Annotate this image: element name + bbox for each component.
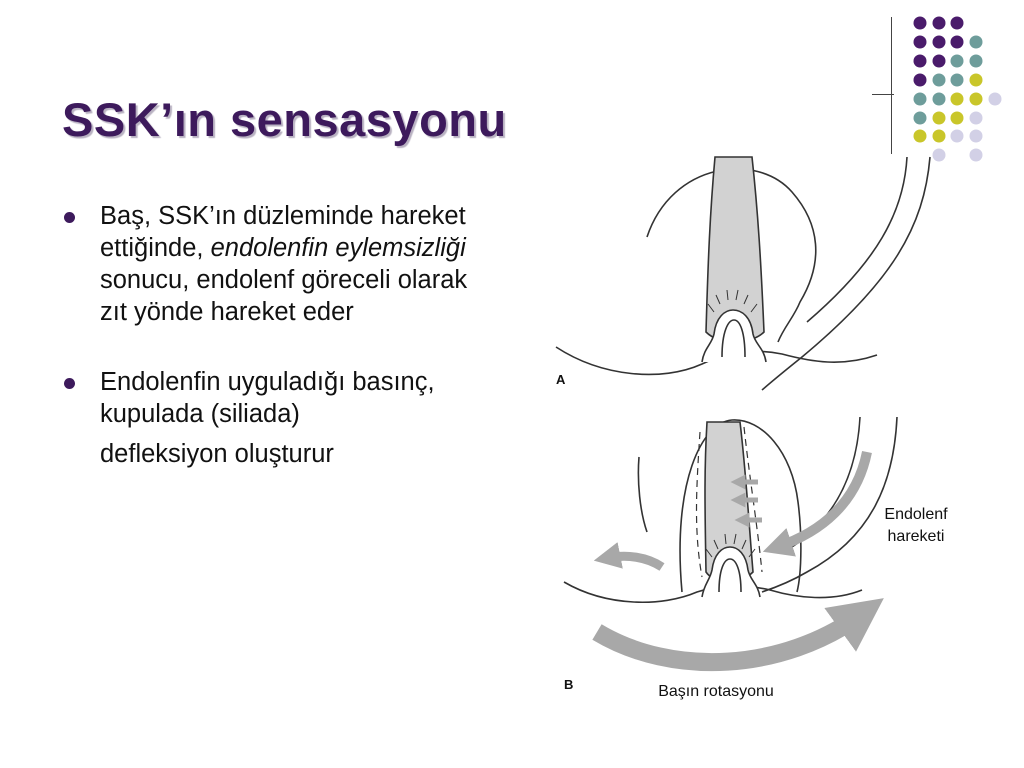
panel-b-diagram bbox=[564, 417, 897, 602]
panel-a-label: A bbox=[556, 372, 566, 387]
decorative-vertical-line bbox=[891, 17, 892, 154]
head-rotation-arrow bbox=[597, 614, 862, 662]
dot-row-4 bbox=[914, 74, 983, 87]
endolymph-caption bbox=[868, 504, 964, 548]
dot-row-2 bbox=[914, 36, 983, 49]
decorative-horizontal-line bbox=[872, 94, 894, 95]
panel-b-label: B bbox=[564, 677, 574, 692]
endolymph-flow-arrow bbox=[777, 452, 867, 547]
bullet-2-text-end: defleksiyon oluşturur bbox=[100, 440, 334, 468]
canal-inner-wall-b bbox=[792, 417, 860, 547]
bullet-2-text: Endolenfin uyguladığı basınç, kupulada (siliada) bbox=[100, 368, 435, 428]
bullet-list bbox=[62, 200, 482, 470]
panel-a-diagram bbox=[556, 157, 930, 390]
dot-row-5 bbox=[914, 93, 1002, 106]
decorative-dot-grid bbox=[0, 0, 1024, 170]
dot-row-1 bbox=[914, 17, 964, 30]
left-flow-arrow bbox=[607, 556, 662, 567]
bullet-dot-icon bbox=[64, 212, 75, 223]
bullet-item-2 bbox=[62, 366, 482, 470]
slide-title: SSK’ın sensasyonu bbox=[62, 93, 507, 146]
bullet-item-1 bbox=[62, 200, 482, 328]
bullet-dot-icon bbox=[64, 378, 75, 389]
dot-row-6 bbox=[914, 112, 983, 125]
ampulla-wall-b bbox=[638, 457, 647, 532]
canal-inner-wall-a bbox=[807, 157, 907, 322]
cupula-diagram bbox=[552, 152, 972, 712]
dot-row-7 bbox=[914, 130, 983, 143]
head-rotation-caption: Başın rotasyonu bbox=[658, 683, 774, 700]
bullet-1-text: Baş, SSK’ın düzleminde hareket ettiğinde, bbox=[100, 202, 466, 262]
endolymph-caption-line-1: Endolenf bbox=[884, 506, 948, 523]
bullet-1-text-end: sonucu, endolenf göreceli olarak zıt yönde hareket eder bbox=[100, 266, 468, 326]
dot-row-3 bbox=[914, 55, 983, 68]
endolymph-caption-line-2: hareketi bbox=[887, 528, 945, 545]
bullet-1-italic-term: endolenfin eylemsizliği bbox=[210, 234, 466, 262]
